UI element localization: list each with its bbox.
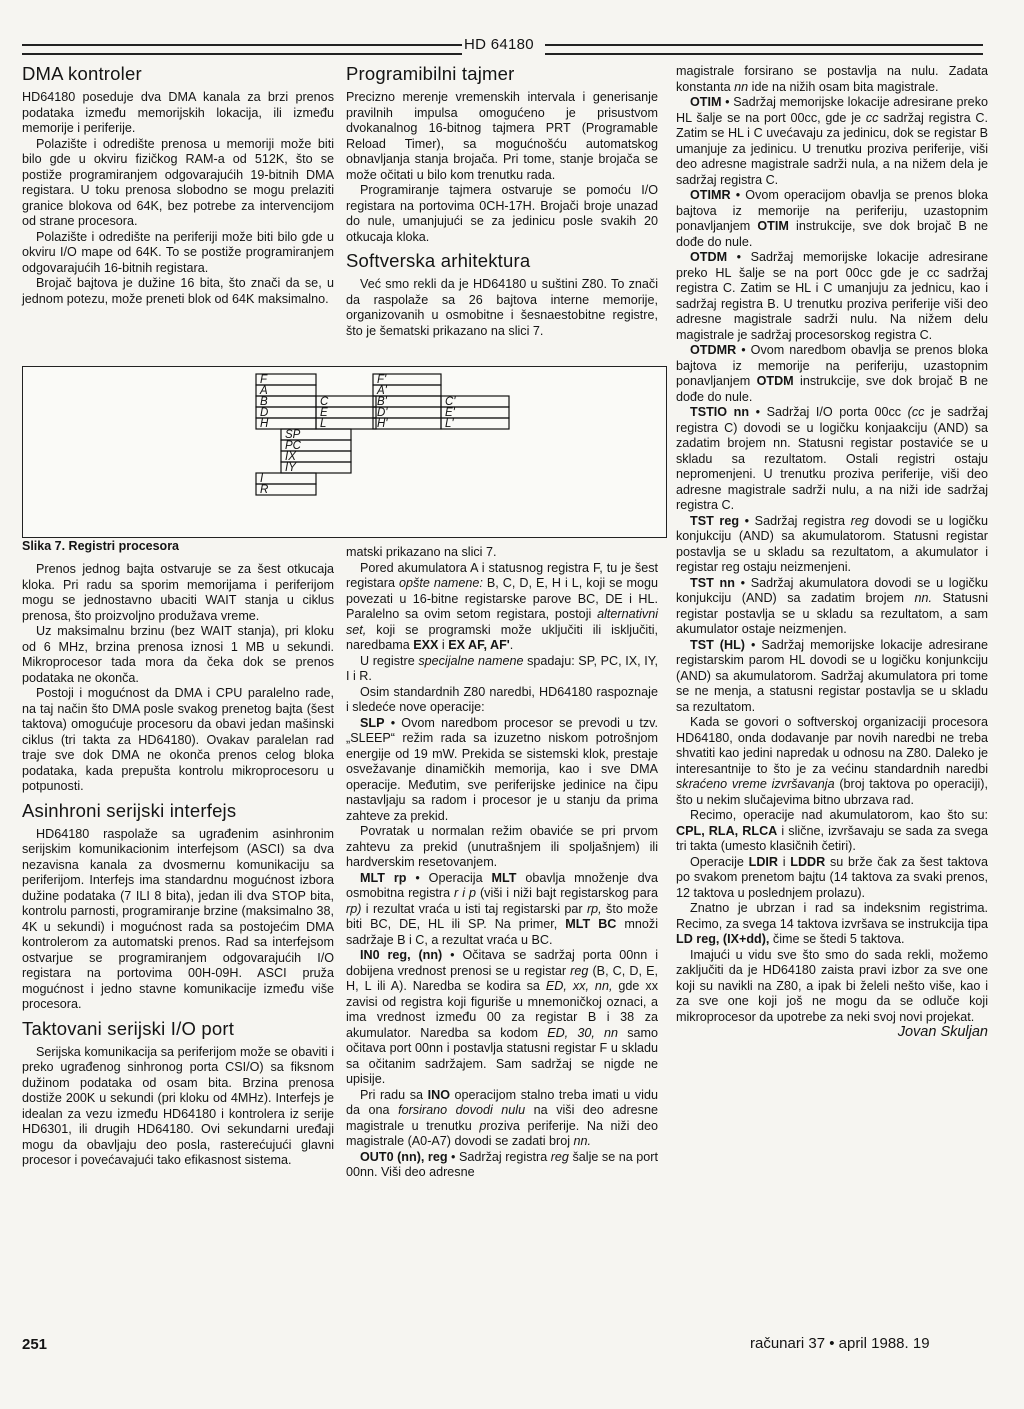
register-alt-2-label: B' — [377, 396, 387, 408]
register-E-label: E — [320, 407, 328, 419]
register-SP-label: SP — [285, 429, 301, 441]
figure-caption: Slika 7. Registri procesora — [22, 539, 180, 553]
register-A-label: A — [260, 385, 268, 397]
register-figure — [22, 366, 667, 538]
column-1-bottom — [22, 562, 334, 1169]
heading-csio: Taktovani serijski I/O port — [22, 1017, 235, 1039]
author-signature: Jovan Skuljan — [897, 1024, 988, 1040]
csio-paragraph: Serijska komunikacija sa periferijom može se obaviti i preko ugrađenog sinhronog porta CSI/O) sa fiksnom dužinom podataka od osam bita. Brzina prenosa dostiže 200K u sekundi (pri kloku od 4MHz). Interfejs je idealan za vezu između HD64180 i kontrolera iz serije HD6301, ili drugih HD64180. Ovi sekundarni uređaji mogu da obavljaju deo posla, rasterećujući glavni procesor i povećavajući tako efikasnost sistema. — [22, 1044, 334, 1167]
register-I-box — [256, 473, 316, 484]
main-register-set — [256, 374, 376, 496]
register-L-label: L — [320, 418, 327, 430]
arch-paragraph: Već smo rekli da je HD64180 u suštini Z80. To znači da raspolaže sa 26 bajtova interne memorije, organizovanih u osmobitne i šesnaestobitne registre, što je šematski prikazano na slici 7. — [346, 277, 658, 338]
heading-asci: Asinhroni serijski interfejs — [22, 799, 237, 821]
register-alt-pair-0-label: C' — [445, 396, 456, 408]
register-alt-1-label: A' — [377, 385, 387, 397]
heading-dma: DMA kontroler — [22, 63, 142, 84]
timer-paragraph: Precizno merenje vremenskih intervala i generisanje pravilnih impulsa omogućeno je prisustvom dvokanalnog 16-bitnog tajmera PRT (Programable Reload Timer), sa mogućnošću automatskog obnavljanja stanja brojača. Pri tome, stanje brojača se može očitati u bilo kom trenutku rada. — [346, 90, 658, 182]
register-I-label: I — [260, 473, 264, 485]
asci-paragraph: HD64180 raspolaže sa ugrađenim asinhronim serijskim komunikacionim interfejsom (ASCI) sa dva nezavisna kanala za dvosmernu komunikaciju sa periferijom. Interfejs ima standardnu mogućnost izbora dužine podataka (7 ILI 8 bita), jedan ili dva STOP bita, kontrolu parnosti, programiranje brzine (maksimalno 38, 4K u sekundi) i mogućnost rada sa postojećim DMA kontrolerom za automatski prenos. Rad sa interfejsom ostvarjue se programiranjem odgovarajućih I/O registara na portovima 00H-09H. ASCI pruža mogućnost i jedno stavne komunikacije između više procesora. — [22, 826, 334, 1011]
column-3: magistrale forsirano se postavlja na nulu. Zadata konstanta nn ide na nižih osam bita magistrale. OTIM • Sadržaj memorijske lokacije adresirane preko HL šalje se na port 00cc, gde je cc sadržaj registra C. Zatim se HL i C uvećavaju za jedinicu, dok se registar B umanjuje za jedinicu. U trenutku proziva periferije, viši deo adresne magistrale sadrži nula, a na nižem dela je sadržaj registra C. OTIMR • Ovom operacijom obavlja se prenos bloka bajtova iz memorije na periferiju, uzastopnim ponavljanjem OTIM instrukcije, sve dok brojač B ne dođe do nule. OTDM • Sadržaj memorijske lokacije adresirane preko HL šalje se na port 00cc gde je cc sadržaj registra C. Zatim se HL i C umanjuju za jednicu, kao i sadržaj registra B. U trenutku proziva periferije viši deo adresne magistrale sadrži nulu. Na nižem delu magistrale je sadržaj procesorskog registra C. OTDMR • Ovom naredbom obavlja se prenos bloka bajtova iz memorije na periferiju, uzastopnim ponavljanjem OTDM instrukcije, sve dok brojač B ne dođe do nule. TSTIO nn • Sadržaj I/O porta 00cc (cc je sadržaj registra C) dovodi se u logičku konjaakciju (AND) sa zadatim brojem nn. Statusni registar postaviće se u skladu sa rezultatom. Ostali registri ostaju nepromenjeni. U trenutku proziva periferije, viši deo adresne magistrale sadrži nulu, a na niži ide sadržaj registra C. TST reg • Sadržaj registra reg dovodi se u logičku konjukciju (AND) sa akumulatorom. Statusni registar postavlja se u skladu sa rezultatom, a akumulator i registar reg ostaju neizmenjeni. TST nn • Sadržaj akumulatora dovodi se u logičku konjukciju (AND) sa zadatim brojem nn. Statusni registar postavlja se u skladu sa rezultatom, a sam akumulator ostaje neizmenjen. TST (HL) • Sadržaj memorijske lokacije adresirane registarskim parom HL dovodi se u logičku konjunkciju (AND) sa akumulatorom. Sadržaj akumulatora pri tome se ne menja, a statusni registar postavlja se u skladu sa rezultatom. Kada se govori o softverskoj organizaciji procesora HD64180, onda dodavanje par novih naredbi ne treba shvatiti kao jedini napredak u odnosu na Z80. Daleko je interesantnije to što je za većinu standardnih naredbi skraćeno vreme izvršavanja (broj taktova po operaciji), što u nekim slučajevima bitno ubrzava rad. Recimo, operacije nad akumulatorom, kao što su: CPL, RLA, RLCA i slične, izvršavaju se sada za svega tri takta (umesto klasičnih četiri). Operacije LDIR i LDDR su brže čak za šest taktova po svakom prenetom bajtu (14 taktova za svaki prenos, 12 taktova u poslednjem prolazu). Znatno je ubrzan i rad sa indeksnim registrima. Recimo, za svega 14 taktova izvršava se instrukcija tipa LD reg, (IX+dd), čime se štedi 5 taktova. Imajući u vidu sve što smo do sada rekli, možemo zaključiti da je HD64180 zaista pravi izbor za sve one koji su navikli na Z80, a ipak bi želeli nešto više, kao i za sve one koji još ne mogu da se odluče koji mikroprocesor da upotrebe za neki svoj novi projekat. Jovan Skuljan — [676, 64, 989, 1040]
register-C-label: C — [320, 396, 329, 408]
heading-timer: Programibilni tajmer — [346, 63, 515, 84]
register-PC-label: PC — [285, 440, 301, 452]
register-diagram — [23, 367, 666, 537]
column-2-top — [346, 58, 658, 339]
header-rule-left — [22, 44, 462, 55]
footer-issue: računari 37 • april 1988. 19 — [750, 1335, 930, 1352]
register-alt-pair-2-label: L' — [445, 418, 454, 430]
dma-paragraph: Postoji i mogućnost da DMA i CPU paralelno rade, na taj način što DMA posle svakog prenetog bajta (šest taktova) omogućuje procesoru da obavi jedan mašinski ciklus (tri takta za HD64180). Ovakav paralelan rad traje sve dok DMA ne okonča prenos celog bloka podataka, kada prepušta kontrolu mikroprocesoru u potpunosti. — [22, 686, 334, 793]
register-D-label: D — [260, 407, 269, 419]
page-number-left: 251 — [22, 1336, 48, 1353]
column-2-bottom: matski prikazano na slici 7. Pored akumulatora A i statusnog registra F, tu je šest registara opšte namene: B, C, D, E, H i L, koji se mogu povezati u 16-bitne registarske parove BC, DE i HL. Paralelno sa ovim setom registara, postoji alternativni set, koji se programski može uključiti ili isključiti, naredbama EXX i EX AF, AF'. U registre specijalne namene spadaju: SP, PC, IX, IY, I i R. Osim standardnih Z80 naredbi, HD64180 raspoznaje i sledeće nove operacije: SLP • Ovom naredbom procesor se prevodi u tzv. „SLEEP“ režim rada sa izuzetno niskom potrošnjom energije od 19 mW. Prekida se sistemski klok, prestaje osvežavanje dinamičkih memorija, kao i sve DMA operacije. Međutim, sve periferijske jedinice na čipu nastavljaju sa radom i procesor je u stanju da prima zahteve za prekid. Povratak u normalan režim obaviće se pri prvom zahtevu za prekid (unutrašnjem ili spoljašnjem) ili hardverskim resetovanjem. MLT rp • Operacija MLT obavlja množenje dva osmobitna registra r i p (viši i niži bajt registarskog para rp) i rezultat vraća u isti taj registarski par rp, što može biti BC, DE, HL ili SP. Na primer, MLT BC množi sadržaje B i C, a rezultat vraća u BC. IN0 reg, (nn) • Očitava se sadržaj porta 00nn i dobijena vrednost prenosi se u registar reg (B, C, D, E, H, L ili A). Naredba se kodira sa ED, xx, nn, gde xx zavisi od registra koji figuriše u mnemoničkoj oznaci, a ima vrednost između 00 za registar B i 38 za akumulator. Naredba sa kodom ED, 30, nn samo očitava port 00nn i postavlja statusni registar F u skladu sa očitanim sadržajem. Sam sadržaj se nigde ne upisije. Pri radu sa INO operacijom stalno treba imati u vidu da ona forsirano dovodi nulu na viši deo adresne magistrale u trenutku proziva periferije. Na niži deo magistrale (A0-A7) dovodi se zadati broj nn. OUT0 (nn), reg • Sadržaj registra reg šalje se na port 00nn. Viši deo adresne — [346, 545, 659, 1179]
dma-paragraph: Uz maksimalnu brzinu (bez WAIT stanja), pri kloku od 6 MHz, brzina prenosa iznosi 1 MB u sekundi. Mikroprocesor tada mora da čeka dok se prenos podataka ne okonča. — [22, 624, 334, 685]
dma-paragraph: Prenos jednog bajta ostvaruje se za šest otkucaja kloka. Pri radu sa sporim memorijama i periferijom mogu se jednostavno ubaciti WAIT stanja u ciklus prenosa, što proizvoljno produžava vreme. — [22, 562, 334, 623]
register-B-label: B — [260, 396, 268, 408]
register-H-label: H — [260, 418, 269, 430]
heading-arch: Softverska arhitektura — [346, 250, 531, 271]
register-IY-label: IY — [285, 462, 296, 474]
register-alt-3-label: D' — [377, 407, 388, 419]
register-R-label: R — [260, 484, 269, 496]
dma-paragraph: Brojač bajtova je dužine 16 bita, što znači da se, u jednom potezu, može preneti blok od 64K maksimalno. — [22, 276, 334, 306]
dma-paragraph: Polazište i odredište prenosa u memoriji može biti bilo gde u okviru fizičkog RAM-a od 512K, što se postiže programiranjem odgovarajućih 19-bitnih DMA registara. U toku prenosa slobodno se mogu prelaziti granice blokova od 64K, bez potrebe za intervencijom od strane procesora. — [22, 136, 334, 228]
timer-paragraph: Programiranje tajmera ostvaruje se pomoću I/O registara na portovima 0CH-17H. Brojači broje unazad do nule, umanjujući se za jedinicu posle svakih 20 otkucaja kloka. — [346, 183, 658, 244]
column-1-top — [22, 58, 334, 307]
alternate-register-set — [373, 374, 509, 430]
register-alt-0-label: F' — [377, 374, 387, 386]
register-alt-pair-1-label: E' — [445, 407, 455, 419]
dma-paragraph: Polazište i odredište na periferiji može biti bilo gde u okviru I/O mape od 64K. To se postiže programiranjem odgovarajućih 16-bitnih registara. — [22, 229, 334, 275]
running-header: HD 64180 — [464, 36, 534, 53]
dma-paragraph: HD64180 poseduje dva DMA kanala za brzi prenos podataka između memorijskih lokacija, ili između memorije i periferije. — [22, 90, 334, 135]
register-IX-label: IX — [285, 451, 296, 463]
register-alt-4-label: H' — [377, 418, 388, 430]
header-rule-right — [545, 44, 983, 55]
register-F-label: F — [260, 374, 268, 386]
